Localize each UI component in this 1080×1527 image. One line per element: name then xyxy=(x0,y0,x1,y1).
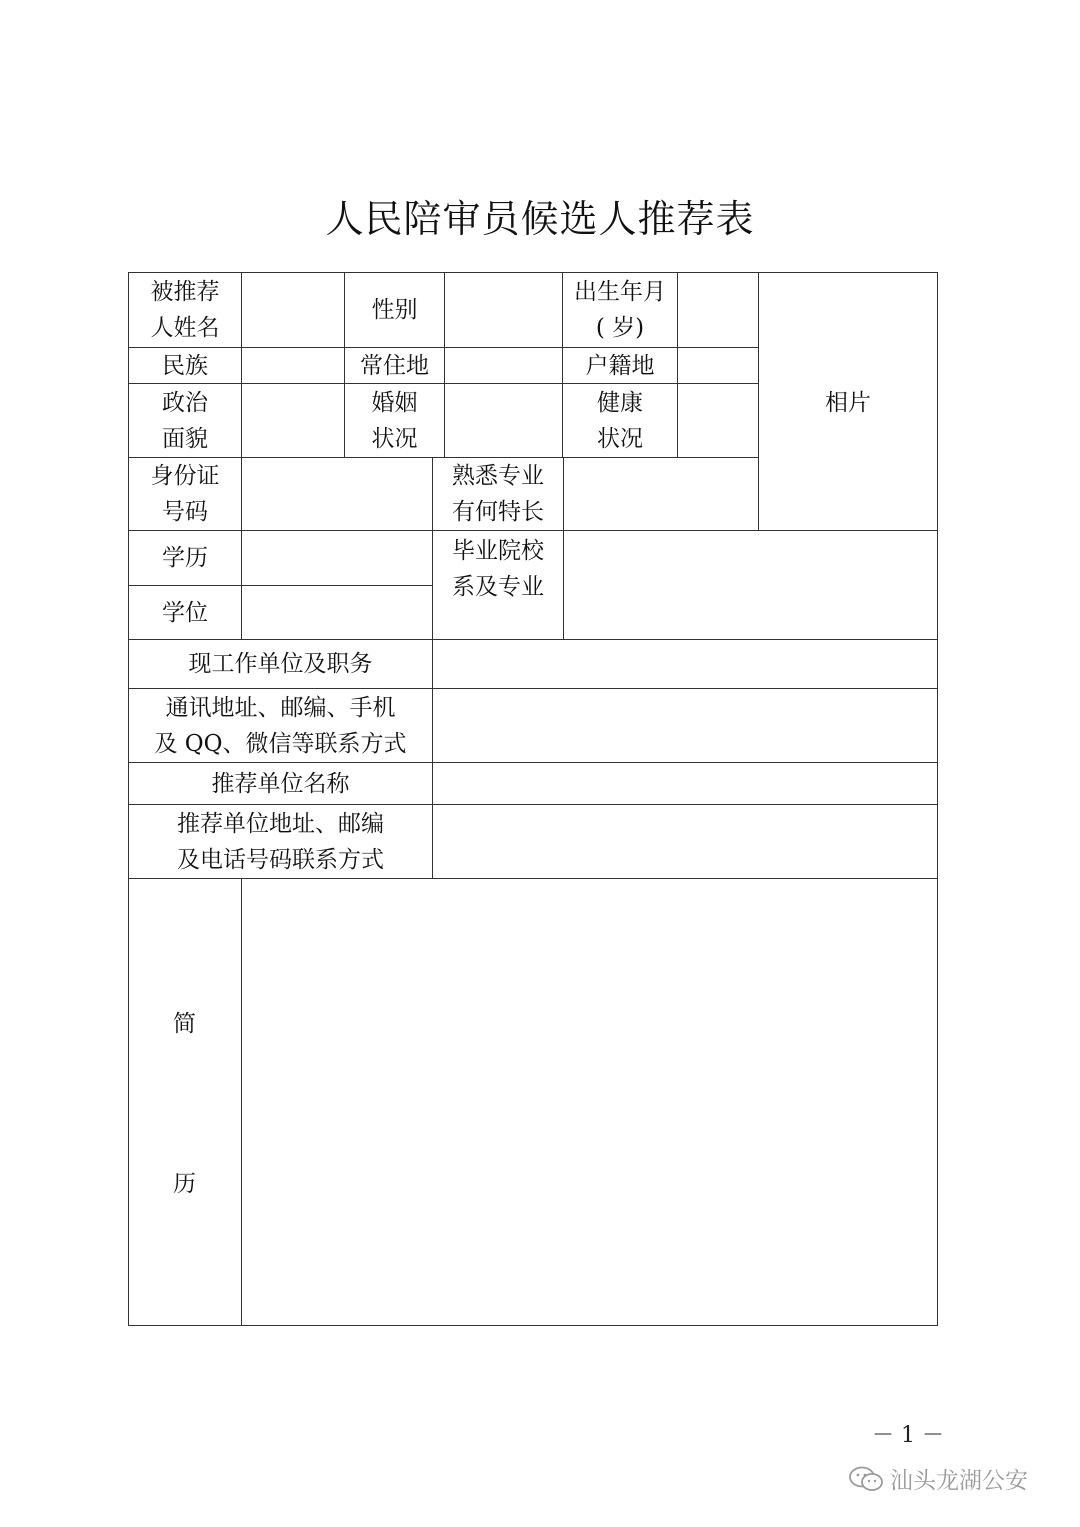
recommender-contact-field[interactable] xyxy=(433,805,937,878)
id-label: 身份证 号码 xyxy=(150,463,220,525)
residence-field[interactable] xyxy=(445,348,562,383)
contact-label: 通讯地址、邮编、手机 及 QQ、微信等联系方式 xyxy=(154,694,407,757)
page-number: － 1 － xyxy=(872,1423,944,1448)
education-field[interactable] xyxy=(242,531,432,585)
birth-label: 出生年月 ( 岁) xyxy=(574,279,666,341)
marital-field[interactable] xyxy=(445,384,562,457)
specialty-field[interactable] xyxy=(564,458,758,530)
recommender-contact-label: 推荐单位地址、邮编 及电话号码联系方式 xyxy=(177,810,384,873)
work-field[interactable] xyxy=(433,640,937,688)
gender-label: 性别 xyxy=(371,297,418,323)
contact-field[interactable] xyxy=(433,689,937,762)
resume-label-char-1: 简 xyxy=(173,1011,196,1037)
id-field[interactable] xyxy=(242,458,432,530)
birth-field[interactable] xyxy=(678,273,758,347)
gender-field[interactable] xyxy=(445,273,562,347)
recommender-name-field[interactable] xyxy=(433,763,937,804)
marital-label: 婚姻 状况 xyxy=(371,389,418,452)
name-label: 被推荐 人姓名 xyxy=(150,279,220,341)
residence-label: 常住地 xyxy=(360,352,429,379)
work-label: 现工作单位及职务 xyxy=(188,651,373,677)
political-label: 政治 面貌 xyxy=(162,389,208,452)
form-title: 人民陪审员候选人推荐表 xyxy=(325,197,755,241)
recommender-name-label: 推荐单位名称 xyxy=(211,770,350,797)
resume-label-char-2: 历 xyxy=(173,1171,196,1197)
table-border-right xyxy=(937,272,938,1326)
health-label: 健康 状况 xyxy=(597,389,643,452)
graduate-school-label: 毕业院校 系及专业 xyxy=(452,538,544,600)
wechat-icon xyxy=(848,1465,884,1493)
degree-label: 学位 xyxy=(162,599,208,626)
degree-field[interactable] xyxy=(242,586,432,639)
recommendation-form xyxy=(128,272,938,1326)
resume-field[interactable] xyxy=(242,879,937,1325)
education-label: 学历 xyxy=(162,545,208,571)
name-field[interactable] xyxy=(242,273,344,347)
graduate-school-field[interactable] xyxy=(564,531,937,639)
ethnicity-label: 民族 xyxy=(162,352,208,379)
political-field[interactable] xyxy=(242,384,344,457)
table-border-bottom xyxy=(128,1325,938,1326)
health-field[interactable] xyxy=(678,384,758,457)
watermark xyxy=(848,1462,1028,1495)
specialty-label: 熟悉专业 有何特长 xyxy=(452,463,544,525)
photo-box: 相片 xyxy=(825,390,871,416)
ethnicity-field[interactable] xyxy=(242,348,344,383)
watermark-text: 汕头龙湖公安 xyxy=(890,1468,1028,1494)
household-label: 户籍地 xyxy=(585,352,655,379)
household-field[interactable] xyxy=(678,348,758,383)
